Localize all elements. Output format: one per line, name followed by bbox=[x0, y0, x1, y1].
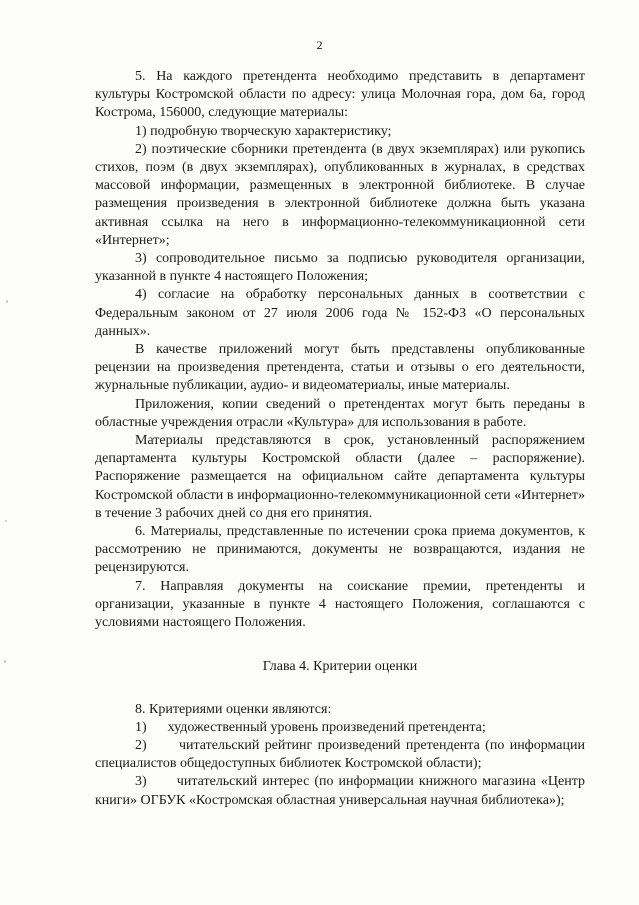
chapter-heading: Глава 4. Критерии оценки bbox=[262, 659, 418, 675]
scan-mark bbox=[5, 520, 7, 522]
scan-mark bbox=[4, 660, 6, 663]
paragraph-attachments: В качестве приложений могут быть представлены опубликованные рецензии на произведения претендента, статьи и отзывы о его деятельности, журнальные публикации, аудио- и видеоматериалы, иные материалы. bbox=[95, 342, 585, 394]
page-number: 2 bbox=[316, 38, 323, 52]
criteria-item-3: 3) читательский интерес (по информации книжного магазина «Центр книги» ОГБУК «Костромская областная универсальная научная библиотека»); bbox=[95, 774, 585, 808]
list-item-4: 4) согласие на обработку персональных данных в соответствии с Федеральным законом от 27 июля 2006 года № 152-ФЗ «О персональных данных». bbox=[95, 287, 585, 339]
paragraph-deadline: Материалы представляются в срок, установленный распоряжением департамента культуры Костромской области (далее – распоряжение). Распоряжение размещается на официальном сайте департамента культуры Костромской области в информационно-телекоммуникационной сети «Интернет» в течение 3 рабочих дней со дня его принятия. bbox=[95, 433, 585, 521]
scan-mark bbox=[6, 300, 8, 303]
paragraph-item-8: 8. Критериями оценки являются: bbox=[135, 701, 332, 717]
criteria-item-2: 2) читательский рейтинг произведений претендента (по информации специалистов общедоступных библиотек Костромской области); bbox=[95, 737, 585, 772]
list-item-2: 2) поэтические сборники претендента (в двух экземплярах) или рукопись стихов, поэм (в двух экземплярах), опубликованных в журналах, в средствах массовой информации, размещенных в электронной библиотеке. В случае размещения произведения в электронной библиотеке должна быть указана активная ссылка на него в информационно-телекоммуникационной сети «Интернет»; bbox=[95, 141, 585, 248]
paragraph-item-5: 5. На каждого претендента необходимо представить в департамент культуры Костромской области по адресу: улица Молочная гора, дом 6а, город Кострома, 156000, следующие материалы: bbox=[95, 69, 585, 121]
list-item-3: 3) сопроводительное письмо за подписью руководителя организации, указанной в пункте 4 настоящего Положения; bbox=[95, 251, 585, 285]
list-item-1: 1) подробную творческую характеристику; bbox=[135, 123, 392, 139]
criteria-item-1: 1) художественный уровень произведений претендента; bbox=[135, 719, 486, 735]
paragraph-item-7: 7. Направляя документы на соискание премии, претенденты и организации, указанные в пункте 4 настоящего Положения, соглашаются с условиями настоящего Положения. bbox=[95, 578, 585, 631]
paragraph-item-6: 6. Материалы, представленные по истечении срока приема документов, к рассмотрению не принимаются, документы не возвращаются, издания не рецензируются. bbox=[95, 524, 585, 576]
document-body bbox=[95, 68, 585, 810]
paragraph-copies: Приложения, копии сведений о претендентах могут быть переданы в областные учреждения отрасли «Культура» для использования в работе. bbox=[95, 396, 585, 430]
